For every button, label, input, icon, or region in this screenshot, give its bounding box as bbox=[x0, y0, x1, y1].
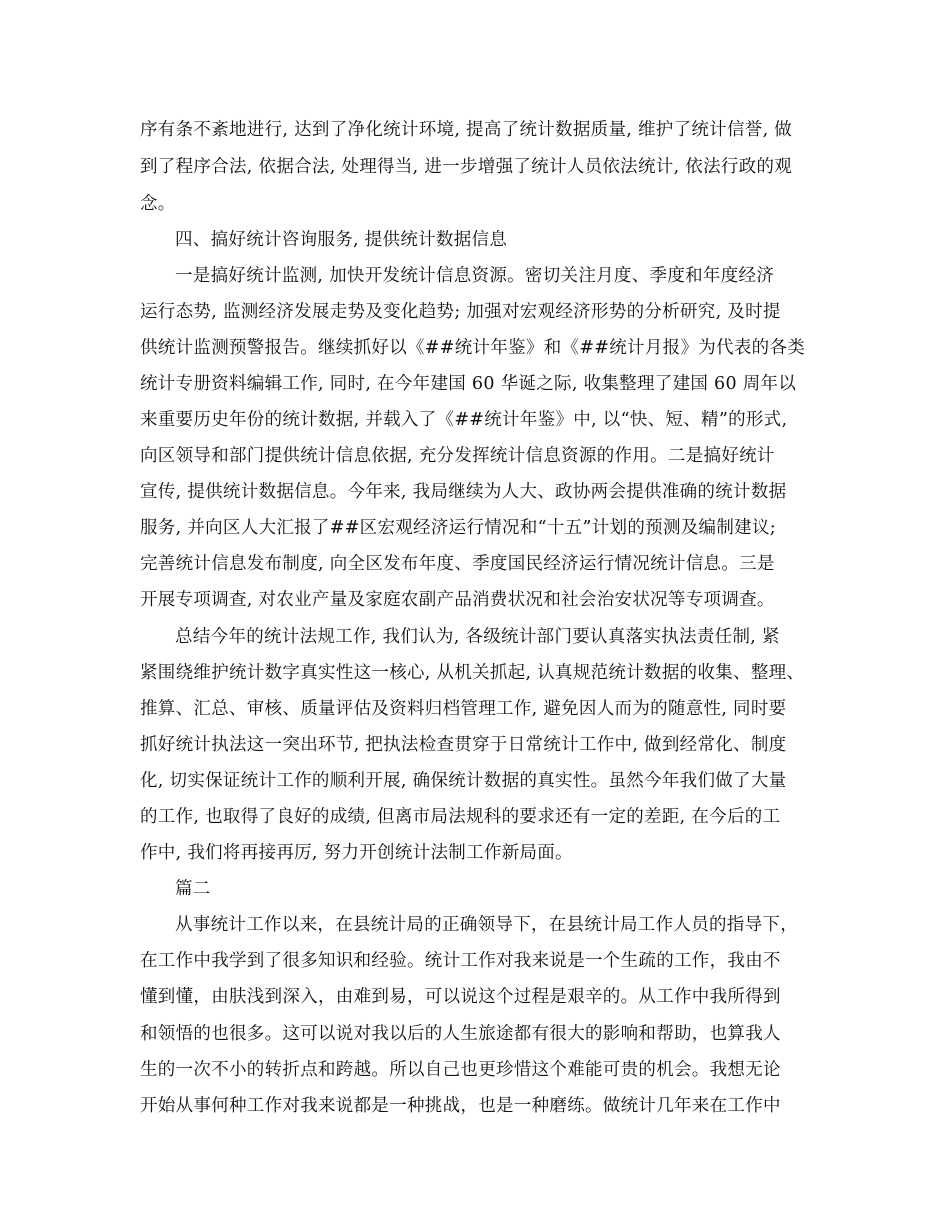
text-line: 宣传, 提供统计数据信息。今年来, 我局继续为人大、政协两会提供准确的统计数据 bbox=[140, 482, 787, 502]
text-line: 推算、汇总、审核、质量评估及资料归档管理工作, 避免因人而为的随意性, 同时要 bbox=[140, 699, 787, 719]
text-line: 向区领导和部门提供统计信息依据, 充分发挥统计信息资源的作用。二是搞好统计 bbox=[140, 446, 775, 466]
text-line: 在工作中我学到了很多知识和经验。统计工作对我来说是一个生疏的工作，我由不 bbox=[140, 951, 781, 971]
text-line: 统计专册资料编辑工作, 同时, 在今年建国 60 华诞之际, 收集整理了建国 60 周年以 bbox=[140, 374, 797, 394]
text-line: 开始从事何种工作对我来说都是一种挑战，也是一种磨练。做统计几年来在工作中 bbox=[140, 1096, 781, 1116]
text-line: 一是搞好统计监测, 加快开发统计信息资源。密切关注月度、季度和年度经济 bbox=[175, 266, 775, 286]
text-line: 运行态势, 监测经济发展走势及变化趋势; 加强对宏观经济形势的分析研究, 及时提 bbox=[140, 302, 781, 322]
text-line: 和领悟的也很多。这可以说对我以后的人生旅途都有很大的影响和帮助，也算我人 bbox=[140, 1024, 781, 1044]
text-line: 服务, 并向区人大汇报了##区宏观经济运行情况和“十五”计划的预测及编制建议; bbox=[140, 518, 776, 538]
text-line: 开展专项调查, 对农业产量及家庭农副产品消费状况和社会治安状况等专项调查。 bbox=[140, 590, 775, 610]
text-line: 念。 bbox=[140, 194, 176, 214]
text-line: 来重要历史年份的统计数据, 并载入了《##统计年鉴》中, 以“快、短、精”的形式, bbox=[140, 410, 788, 430]
text-line: 化, 切实保证统计工作的顺利开展, 确保统计数据的真实性。虽然今年我们做了大量 bbox=[140, 771, 787, 791]
section-heading: 篇二 bbox=[175, 879, 211, 899]
text-line: 到了程序合法, 依据合法, 处理得当, 进一步增强了统计人员依法统计, 依法行政的观 bbox=[140, 157, 793, 177]
text-line: 总结今年的统计法规工作, 我们认为, 各级统计部门要认真落实执法责任制, 紧 bbox=[175, 627, 780, 647]
text-line: 的工作, 也取得了良好的成绩, 但离市局法规科的要求还有一定的差距, 在今后的工 bbox=[140, 807, 781, 827]
text-line: 抓好统计执法这一突出环节, 把执法检查贯穿于日常统计工作中, 做到经常化、制度 bbox=[140, 735, 787, 755]
text-line: 完善统计信息发布制度, 向全区发布年度、季度国民经济运行情况统计信息。三是 bbox=[140, 554, 775, 574]
text-line: 作中, 我们将再接再厉, 努力开创统计法制工作新局面。 bbox=[140, 843, 573, 863]
text-line: 生的一次不小的转折点和跨越。所以自己也更珍惜这个难能可贵的机会。我想无论 bbox=[140, 1060, 781, 1080]
text-line: 紧围绕维护统计数字真实性这一核心, 从机关抓起, 认真规范统计数据的收集、整理、 bbox=[140, 663, 805, 683]
text-line: 懂到懂，由肤浅到深入，由难到易，可以说这个过程是艰辛的。从工作中我所得到 bbox=[140, 987, 781, 1007]
text-line: 序有条不紊地进行, 达到了净化统计环境, 提高了统计数据质量, 维护了统计信誉, 做 bbox=[140, 120, 793, 140]
section-heading: 四、搞好统计咨询服务, 提供统计数据信息 bbox=[175, 230, 508, 250]
text-line: 供统计监测预警报告。继续抓好以《##统计年鉴》和《##统计月报》为代表的各类 bbox=[140, 338, 806, 358]
text-line: 从事统计工作以来，在县统计局的正确领导下，在县统计局工作人员的指导下， bbox=[175, 915, 798, 935]
